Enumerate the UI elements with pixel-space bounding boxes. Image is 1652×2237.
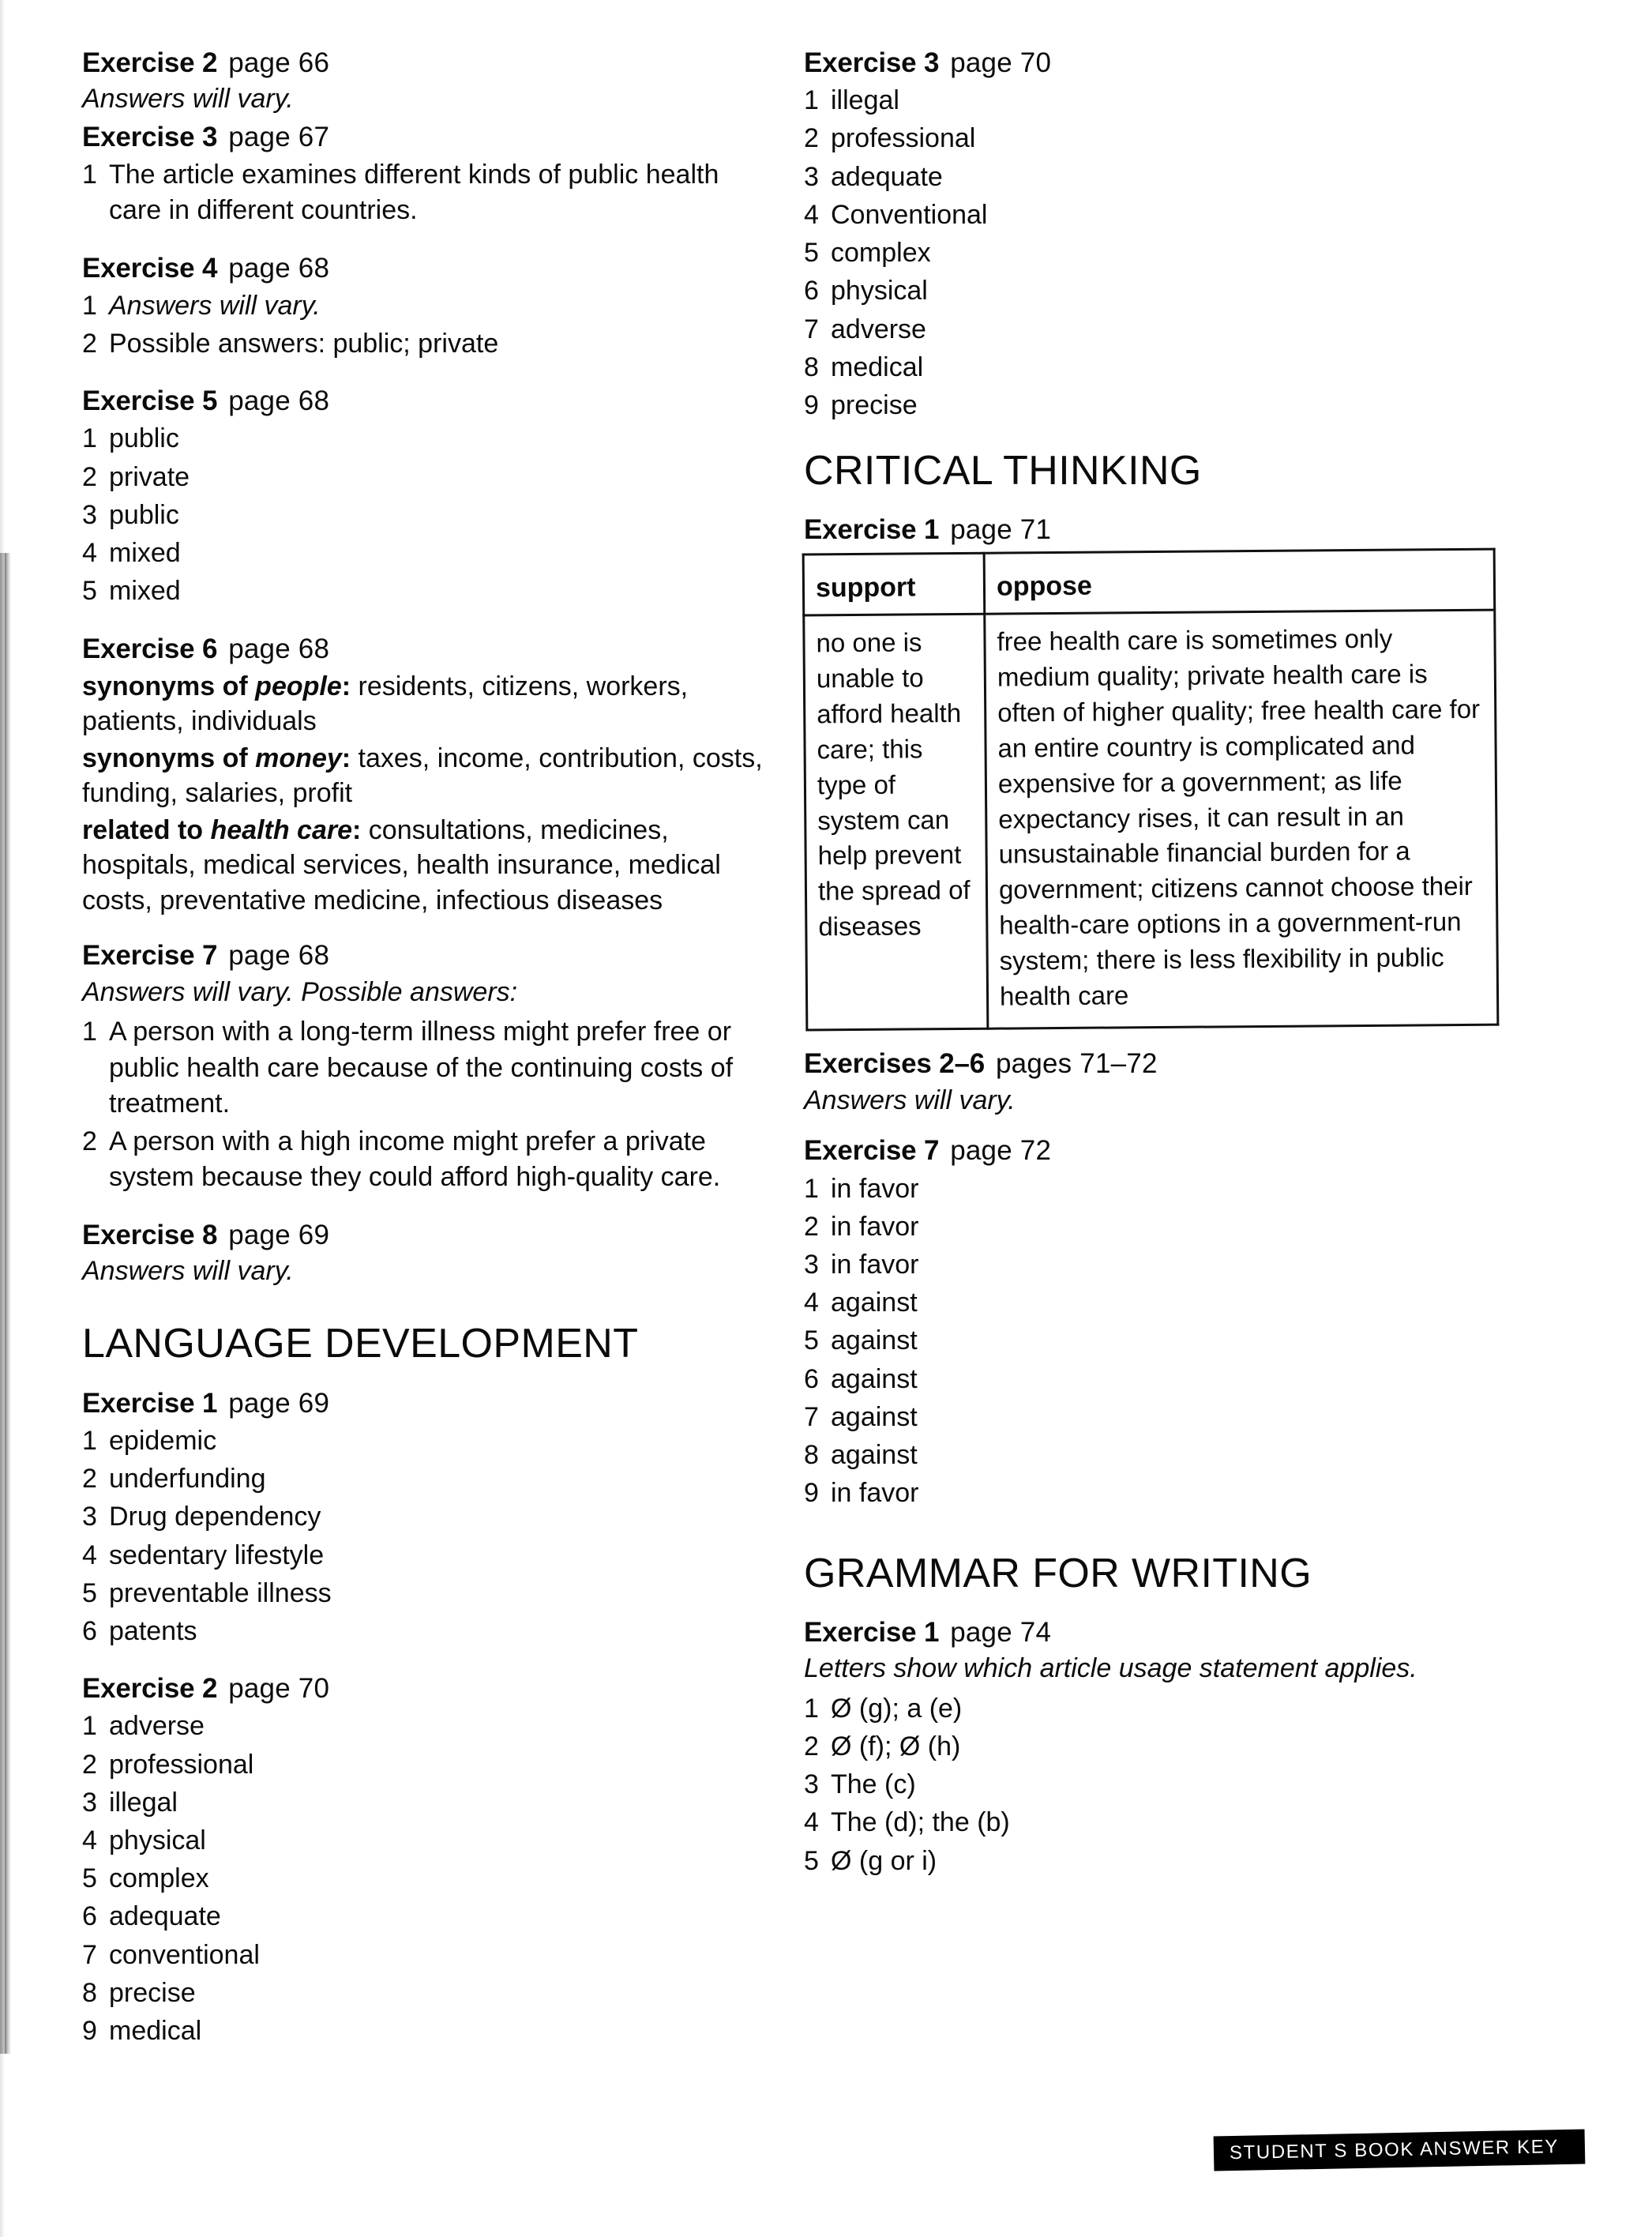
item-number: 5 bbox=[82, 576, 97, 607]
item-number: 5 bbox=[82, 1577, 97, 1608]
section-title-language-development: LANGUAGE DEVELOPMENT bbox=[82, 1321, 639, 1367]
item-text: The (c) bbox=[831, 1769, 916, 1800]
item-text: complex bbox=[831, 238, 931, 269]
item-text: A person with a high income might prefer a private system because they could afford high-quality care. bbox=[109, 1126, 721, 1193]
item-text: against bbox=[831, 1401, 918, 1432]
exercise-7-answers bbox=[82, 1014, 777, 1195]
item-text: illegal bbox=[831, 85, 899, 116]
item-text: conventional bbox=[109, 1939, 260, 1970]
item-number: 2 bbox=[82, 1464, 97, 1494]
right-column bbox=[804, 47, 1515, 1903]
list-item bbox=[82, 1499, 777, 1535]
item-text: underfunding bbox=[109, 1464, 266, 1494]
item-text: public bbox=[109, 499, 179, 530]
list-item bbox=[804, 197, 1515, 233]
item-number: 5 bbox=[804, 238, 819, 269]
exercise-8-note: Answers will vary. bbox=[82, 1255, 294, 1286]
list-item bbox=[82, 1823, 777, 1859]
ld-exercise-2-answers bbox=[82, 1709, 777, 2049]
item-number: 1 bbox=[82, 423, 97, 454]
exercise-label: Exercise 8 bbox=[82, 1219, 218, 1250]
exercise-label: Exercise 4 bbox=[82, 252, 218, 284]
exercise-heading-3 bbox=[82, 122, 777, 152]
ct-exercises-2-6-note: Answers will vary. bbox=[804, 1085, 1016, 1115]
item-number: 3 bbox=[804, 1769, 819, 1800]
item-text: against bbox=[831, 1440, 918, 1471]
list-item bbox=[82, 288, 777, 324]
exercise-page: page 66 bbox=[228, 47, 330, 78]
item-text: Ø (g); a (e) bbox=[831, 1693, 963, 1724]
synonym-category bbox=[82, 815, 361, 845]
item-text: Answers will vary. bbox=[109, 290, 321, 321]
item-number: 3 bbox=[82, 1787, 97, 1818]
category-prefix: synonyms of bbox=[82, 671, 256, 701]
item-text: illegal bbox=[109, 1787, 178, 1818]
exercise-label: Exercise 5 bbox=[82, 385, 218, 417]
item-number: 6 bbox=[804, 276, 819, 306]
exercise-2-note: Answers will vary. bbox=[82, 84, 294, 115]
item-number: 3 bbox=[804, 1250, 819, 1280]
list-item bbox=[82, 1461, 777, 1497]
item-text: Ø (f); Ø (h) bbox=[831, 1731, 961, 1761]
exercise-label: Exercise 3 bbox=[82, 121, 218, 152]
exercise-page: page 68 bbox=[228, 633, 330, 664]
exercise-page: page 70 bbox=[228, 1673, 330, 1705]
list-item bbox=[82, 536, 777, 571]
exercise-page: page 69 bbox=[228, 1387, 330, 1419]
item-number: 7 bbox=[804, 314, 819, 344]
item-number: 3 bbox=[82, 1502, 97, 1532]
item-number: 8 bbox=[82, 1977, 97, 2008]
category-colon: : bbox=[352, 814, 362, 845]
gr-exercise-1-answers bbox=[804, 1691, 1515, 1879]
item-number: 1 bbox=[82, 160, 97, 190]
list-item bbox=[804, 1400, 1515, 1435]
exercise-3-answers bbox=[82, 157, 777, 228]
table-row bbox=[804, 610, 1498, 1029]
exercise-label: Exercise 1 bbox=[82, 1387, 218, 1419]
list-item bbox=[82, 1861, 777, 1897]
exercise-page: page 74 bbox=[950, 1616, 1052, 1648]
category-keyword: people bbox=[255, 671, 342, 701]
list-item bbox=[82, 1976, 777, 2011]
exercise-label: Exercise 2 bbox=[82, 1673, 218, 1705]
exercise-label: Exercise 7 bbox=[82, 940, 218, 972]
exercise-label: Exercise 1 bbox=[804, 1616, 940, 1648]
item-text: precise bbox=[109, 1977, 196, 2008]
support-oppose-table bbox=[802, 547, 1500, 1031]
item-number: 9 bbox=[804, 389, 819, 420]
item-text: professional bbox=[109, 1749, 254, 1780]
item-number: 4 bbox=[804, 199, 819, 230]
item-number: 6 bbox=[82, 1615, 97, 1646]
exercise-page: pages 71–72 bbox=[996, 1048, 1158, 1080]
item-number: 2 bbox=[804, 123, 819, 154]
list-item bbox=[82, 157, 777, 228]
item-number: 3 bbox=[82, 499, 97, 530]
exercise-label: Exercises 2–6 bbox=[804, 1048, 986, 1080]
item-number: 1 bbox=[804, 1173, 819, 1204]
left-column bbox=[82, 47, 777, 2073]
ct-exercise-heading-7 bbox=[804, 1135, 1515, 1166]
item-number: 8 bbox=[804, 1440, 819, 1471]
exercise-heading-5 bbox=[82, 385, 777, 416]
item-number: 1 bbox=[82, 290, 97, 321]
item-text: patents bbox=[109, 1615, 197, 1646]
list-item bbox=[82, 1124, 777, 1195]
footer-page-number: 23 bbox=[1588, 2132, 1617, 2160]
item-text: medical bbox=[831, 352, 924, 382]
item-text: in favor bbox=[831, 1173, 919, 1204]
item-text: adequate bbox=[831, 161, 943, 192]
item-number: 4 bbox=[82, 538, 97, 569]
item-number: 1 bbox=[82, 1017, 97, 1047]
item-number: 1 bbox=[804, 1693, 819, 1724]
item-text: physical bbox=[109, 1825, 206, 1856]
list-item bbox=[82, 1899, 777, 1934]
list-item bbox=[82, 1014, 777, 1122]
gr-exercise-1-note: Letters show which article usage statement applies. bbox=[804, 1652, 1417, 1683]
ld-exercise-heading-1 bbox=[82, 1388, 777, 1419]
ld-exercise-heading-3 bbox=[804, 47, 1515, 78]
page-footer bbox=[1214, 2129, 1617, 2171]
list-item bbox=[804, 1247, 1515, 1283]
list-item bbox=[804, 235, 1515, 271]
exercise-page: page 71 bbox=[950, 514, 1052, 546]
synonym-category bbox=[82, 671, 351, 701]
ct-exercise-7-answers bbox=[804, 1171, 1515, 1512]
list-item bbox=[804, 1476, 1515, 1511]
item-text: complex bbox=[109, 1863, 209, 1894]
item-text: Ø (g or i) bbox=[831, 1845, 937, 1876]
synonym-group-health-care bbox=[82, 813, 777, 919]
category-keyword: health care bbox=[210, 814, 353, 845]
item-number: 5 bbox=[82, 1863, 97, 1894]
item-number: 4 bbox=[82, 1825, 97, 1856]
item-number: 4 bbox=[804, 1807, 819, 1838]
item-number: 6 bbox=[82, 1901, 97, 1932]
item-number: 3 bbox=[804, 161, 819, 192]
item-number: 2 bbox=[804, 1211, 819, 1242]
synonym-group-people bbox=[82, 669, 777, 739]
list-item bbox=[82, 1614, 777, 1649]
item-text: epidemic bbox=[109, 1425, 217, 1456]
exercise-label: Exercise 6 bbox=[82, 633, 218, 664]
list-item bbox=[82, 1538, 777, 1573]
category-colon: : bbox=[341, 671, 351, 701]
list-item bbox=[82, 2013, 777, 2049]
item-number: 6 bbox=[804, 1363, 819, 1394]
item-text: A person with a long-term illness might prefer free or public health care because of the continuing costs of treatment. bbox=[109, 1017, 734, 1118]
list-item bbox=[804, 1729, 1515, 1765]
synonym-words: consultations, medicines, hospitals, medical services, health insurance, medical costs, preventative medicine, infectious diseases bbox=[82, 814, 721, 915]
page-corner-artifact bbox=[1557, 2182, 1652, 2237]
item-text: adverse bbox=[831, 314, 926, 344]
item-text: Possible answers: public; private bbox=[109, 329, 499, 359]
list-item bbox=[804, 1209, 1515, 1245]
item-number: 5 bbox=[804, 1845, 819, 1876]
gr-exercise-heading-1 bbox=[804, 1617, 1515, 1648]
synonym-words: taxes, income, contribution, costs, funding, salaries, profit bbox=[82, 743, 763, 809]
exercise-page: page 68 bbox=[228, 385, 330, 417]
exercise-page: page 69 bbox=[228, 1219, 330, 1250]
list-item bbox=[804, 83, 1515, 118]
exercise-page: page 72 bbox=[950, 1135, 1052, 1167]
exercise-7-note: Answers will vary. Possible answers: bbox=[82, 976, 518, 1007]
cell-oppose: free health care is sometimes only medium quality; private health care is often of higher quality; free health care for an entire country is complicated and expensive for a government; as life expectancy rises, it can result in an unsustainable financial burden for a government; citizens cannot choose their health-care options in a government-run system; there is less flexibility in public health care bbox=[985, 610, 1498, 1028]
ct-exercise-heading-2-6 bbox=[804, 1048, 1515, 1079]
list-item bbox=[82, 1785, 777, 1821]
list-item bbox=[804, 388, 1515, 423]
category-colon: : bbox=[341, 743, 351, 773]
table-header-row bbox=[803, 549, 1495, 615]
list-item bbox=[82, 1423, 777, 1459]
ld-exercise-3-answers bbox=[804, 83, 1515, 423]
cell-support: no one is unable to afford health care; this type of system can help prevent the spread of diseases bbox=[804, 614, 988, 1029]
list-item bbox=[82, 1747, 777, 1783]
item-text: in favor bbox=[831, 1211, 919, 1242]
exercise-page: page 70 bbox=[950, 47, 1052, 78]
list-item bbox=[804, 1323, 1515, 1359]
item-text: in favor bbox=[831, 1250, 919, 1280]
exercise-heading-6 bbox=[82, 634, 777, 664]
list-item bbox=[804, 1285, 1515, 1321]
exercise-4-answers bbox=[82, 288, 777, 362]
list-item bbox=[804, 160, 1515, 195]
support-oppose-table-wrapper bbox=[802, 547, 1517, 1031]
item-text: private bbox=[109, 461, 190, 492]
list-item bbox=[804, 1844, 1515, 1879]
list-item bbox=[804, 1767, 1515, 1803]
list-item bbox=[804, 312, 1515, 348]
list-item bbox=[804, 1805, 1515, 1840]
item-text: precise bbox=[831, 389, 918, 420]
item-number: 2 bbox=[804, 1731, 819, 1761]
list-item bbox=[804, 1171, 1515, 1207]
item-text: against bbox=[831, 1363, 918, 1394]
category-prefix: synonyms of bbox=[82, 743, 256, 773]
item-number: 8 bbox=[804, 352, 819, 382]
exercise-5-answers bbox=[82, 421, 777, 609]
item-number: 9 bbox=[82, 2016, 97, 2047]
section-title-critical-thinking: CRITICAL THINKING bbox=[804, 448, 1202, 494]
exercise-page: page 68 bbox=[228, 252, 330, 284]
item-number: 1 bbox=[82, 1711, 97, 1742]
item-text: adverse bbox=[109, 1711, 205, 1742]
item-text: mixed bbox=[109, 576, 181, 607]
list-item bbox=[82, 1938, 777, 1973]
item-number: 2 bbox=[82, 461, 97, 492]
ld-exercise-1-answers bbox=[82, 1423, 777, 1649]
exercise-heading-8 bbox=[82, 1220, 777, 1250]
item-number: 1 bbox=[804, 85, 819, 116]
item-text: in favor bbox=[831, 1478, 919, 1509]
list-item bbox=[804, 1691, 1515, 1727]
item-text: preventable illness bbox=[109, 1577, 332, 1608]
list-item bbox=[804, 121, 1515, 156]
item-text: Conventional bbox=[831, 199, 988, 230]
item-text: mixed bbox=[109, 538, 181, 569]
item-number: 4 bbox=[82, 1540, 97, 1570]
footer-label: STUDENT S BOOK ANSWER KEY bbox=[1229, 2136, 1560, 2164]
table-header bbox=[803, 549, 1495, 615]
exercise-page: page 67 bbox=[228, 121, 330, 152]
exercise-label: Exercise 2 bbox=[82, 47, 218, 78]
list-item bbox=[804, 1438, 1515, 1473]
ld-exercise-heading-2 bbox=[82, 1673, 777, 1704]
item-text: sedentary lifestyle bbox=[109, 1540, 325, 1570]
exercise-heading-4 bbox=[82, 253, 777, 284]
list-item bbox=[82, 1576, 777, 1611]
synonym-words: residents, citizens, workers, patients, individuals bbox=[82, 671, 689, 737]
exercise-page: page 68 bbox=[228, 940, 330, 972]
column-header-support: support bbox=[803, 553, 985, 615]
item-text: against bbox=[831, 1288, 918, 1318]
item-number: 2 bbox=[82, 1126, 97, 1157]
exercise-label: Exercise 3 bbox=[804, 47, 940, 78]
item-text: The article examines different kinds of public health care in different countries. bbox=[109, 160, 719, 226]
exercise-heading-2 bbox=[82, 47, 777, 78]
category-keyword: money bbox=[255, 743, 342, 773]
table-body bbox=[804, 610, 1498, 1029]
synonym-group-money bbox=[82, 741, 777, 811]
list-item bbox=[82, 421, 777, 457]
synonym-category bbox=[82, 743, 351, 773]
item-number: 7 bbox=[804, 1401, 819, 1432]
item-text: professional bbox=[831, 123, 976, 154]
item-text: public bbox=[109, 423, 179, 454]
exercise-label: Exercise 7 bbox=[804, 1135, 940, 1167]
list-item bbox=[82, 498, 777, 533]
list-item bbox=[82, 460, 777, 495]
exercise-heading-7 bbox=[82, 940, 777, 971]
item-number: 2 bbox=[82, 329, 97, 359]
ct-exercise-heading-1 bbox=[804, 514, 1515, 545]
item-number: 5 bbox=[804, 1325, 819, 1356]
item-number: 2 bbox=[82, 1749, 97, 1780]
column-header-oppose: oppose bbox=[984, 549, 1495, 614]
list-item bbox=[82, 1709, 777, 1744]
item-number: 1 bbox=[82, 1425, 97, 1456]
item-text: adequate bbox=[109, 1901, 221, 1932]
item-text: The (d); the (b) bbox=[831, 1807, 1010, 1838]
exercise-label: Exercise 1 bbox=[804, 514, 940, 546]
item-text: medical bbox=[109, 2016, 202, 2047]
item-text: physical bbox=[831, 276, 928, 306]
list-item bbox=[804, 350, 1515, 385]
category-prefix: related to bbox=[82, 814, 211, 845]
item-number: 4 bbox=[804, 1288, 819, 1318]
list-item bbox=[82, 326, 777, 362]
item-number: 7 bbox=[82, 1939, 97, 1970]
item-number: 9 bbox=[804, 1478, 819, 1509]
item-text: Drug dependency bbox=[109, 1502, 321, 1532]
list-item bbox=[804, 1362, 1515, 1397]
list-item bbox=[804, 273, 1515, 309]
item-text: against bbox=[831, 1325, 918, 1356]
section-title-grammar-for-writing: GRAMMAR FOR WRITING bbox=[804, 1550, 1312, 1596]
list-item bbox=[82, 573, 777, 609]
